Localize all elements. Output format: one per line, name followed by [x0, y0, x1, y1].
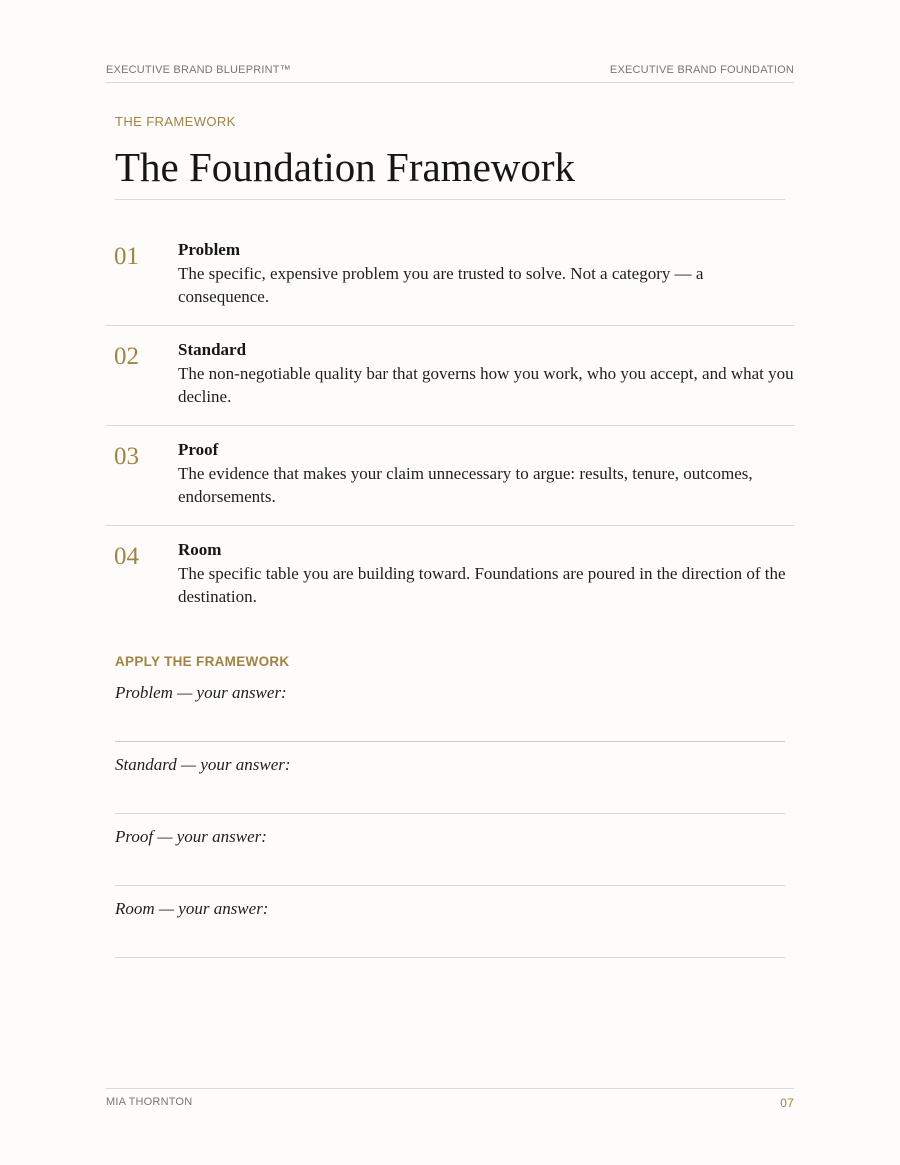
framework-item-standard: [106, 326, 795, 426]
answer-writing-line[interactable]: [115, 741, 785, 742]
framework-item-problem: [106, 226, 795, 326]
section-eyebrow: THE FRAMEWORK: [115, 114, 236, 129]
framework-item-room: [106, 526, 795, 625]
answer-row-proof: [115, 826, 785, 898]
framework-item-description: The specific table you are building toward. Foundations are poured in the direction of the destination.: [178, 564, 786, 606]
answer-row-room: [115, 898, 785, 970]
answer-prompt: Proof — your answer:: [115, 827, 267, 846]
header-section-title: EXECUTIVE BRAND FOUNDATION: [609, 64, 794, 76]
answer-row-problem: [115, 682, 785, 754]
framework-item-description: The evidence that makes your claim unnecessary to argue: results, tenure, outcomes, endorsements.: [178, 464, 753, 506]
answer-row-standard: [115, 754, 785, 826]
framework-item-number: 03: [114, 443, 139, 470]
answer-writing-line[interactable]: [115, 813, 785, 814]
title-divider: [115, 199, 785, 200]
page-number: 07: [780, 1096, 794, 1110]
framework-item-description: The non-negotiable quality bar that governs how you work, who you accept, and what you decline.: [178, 364, 794, 406]
framework-item-number: 01: [114, 243, 139, 270]
framework-item-body: [178, 440, 795, 508]
answer-prompt: Problem — your answer:: [115, 683, 287, 702]
framework-item-number: 04: [114, 543, 139, 570]
answer-prompt: Standard — your answer:: [115, 755, 291, 774]
framework-item-title: Problem: [178, 240, 241, 259]
header-document-title: EXECUTIVE BRAND BLUEPRINT™: [106, 64, 291, 76]
framework-item-description: The specific, expensive problem you are trusted to solve. Not a category — a consequence.: [178, 264, 704, 306]
apply-heading: APPLY THE FRAMEWORK: [115, 654, 290, 669]
framework-item-number: 02: [114, 343, 139, 370]
framework-item-body: [178, 340, 795, 408]
page-title: The Foundation Framework: [115, 144, 576, 190]
framework-item-title: Proof: [178, 440, 219, 459]
answer-prompt: Room — your answer:: [115, 899, 269, 918]
framework-item-body: [178, 540, 795, 608]
answer-writing-line[interactable]: [115, 957, 785, 958]
framework-item-body: [178, 240, 795, 308]
running-footer: [106, 1088, 794, 1110]
answer-worksheet: [115, 682, 785, 970]
running-header: [106, 60, 794, 83]
framework-item-title: Standard: [178, 340, 247, 359]
framework-item-title: Room: [178, 540, 222, 559]
answer-writing-line[interactable]: [115, 885, 785, 886]
footer-author: MIA THORNTON: [106, 1096, 193, 1108]
framework-item-proof: [106, 426, 795, 526]
framework-list: [106, 226, 795, 625]
